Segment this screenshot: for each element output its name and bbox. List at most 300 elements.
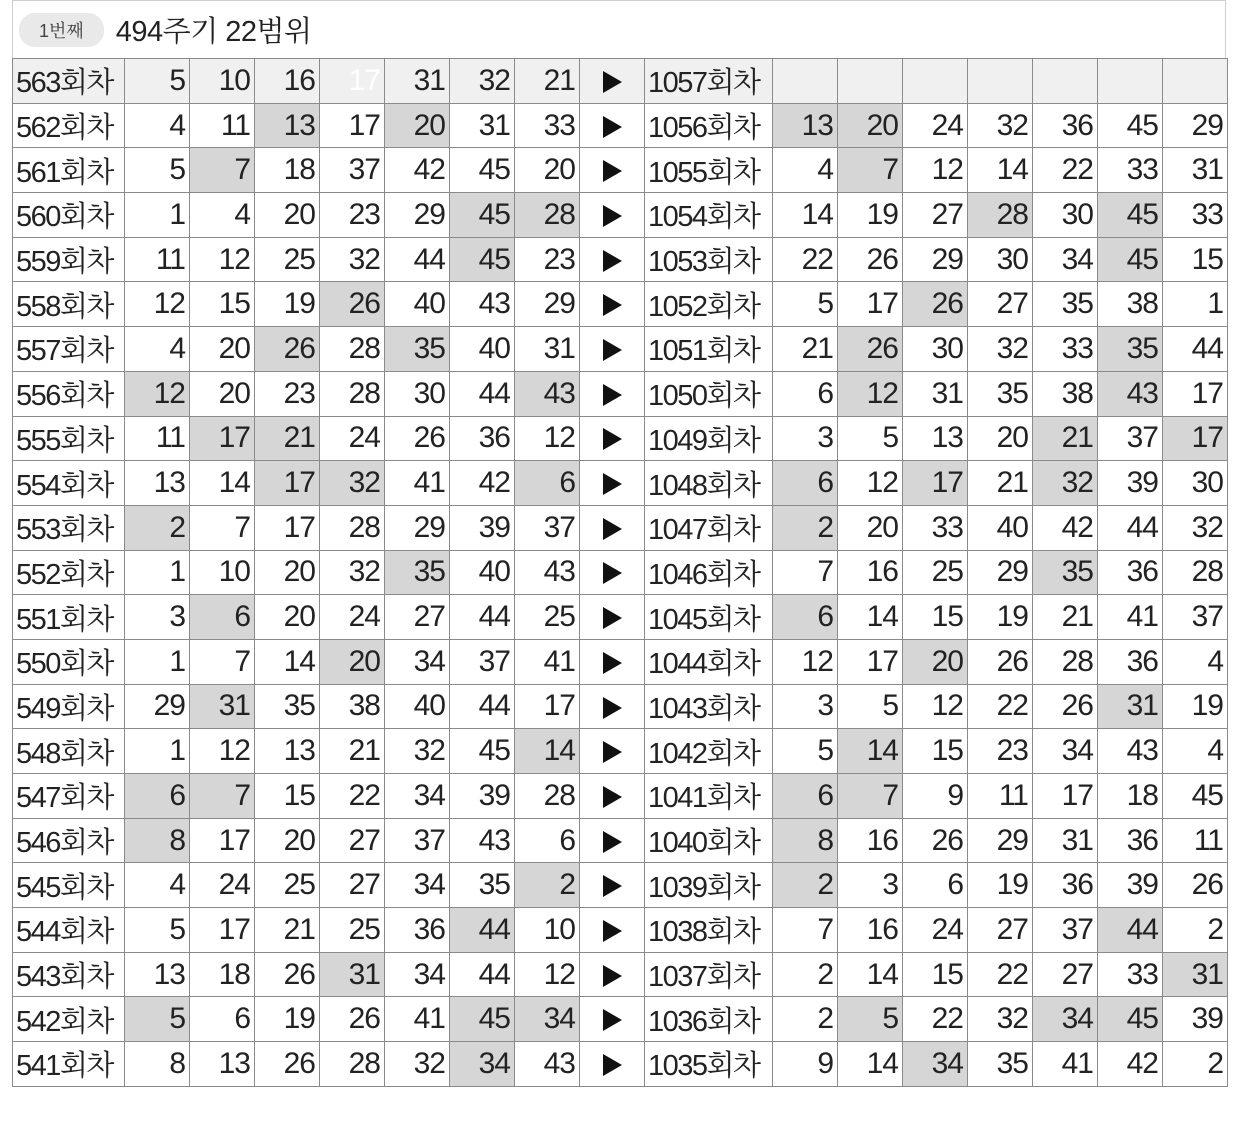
left-number-cell: 28 bbox=[320, 371, 385, 416]
left-number-cell: 34 bbox=[385, 639, 450, 684]
left-number-cell: 12 bbox=[515, 416, 580, 461]
left-number-cell: 5 bbox=[125, 997, 190, 1042]
right-number-cell: 36 bbox=[1098, 818, 1163, 863]
right-number-cell: 2 bbox=[1163, 908, 1228, 953]
right-number-cell: 39 bbox=[1163, 997, 1228, 1042]
table-row bbox=[13, 639, 1228, 684]
right-number-cell: 45 bbox=[1098, 103, 1163, 148]
left-number-cell: 37 bbox=[385, 818, 450, 863]
right-number-cell: 44 bbox=[1098, 908, 1163, 953]
right-number-cell: 31 bbox=[1163, 148, 1228, 193]
left-number-cell: 6 bbox=[515, 461, 580, 506]
arrow-cell bbox=[580, 997, 645, 1042]
arrow-cell bbox=[580, 595, 645, 640]
left-number-cell: 23 bbox=[255, 371, 320, 416]
left-number-cell: 40 bbox=[385, 282, 450, 327]
right-number-cell: 17 bbox=[1163, 371, 1228, 416]
right-number-cell: 11 bbox=[1163, 818, 1228, 863]
left-number-cell: 6 bbox=[190, 595, 255, 640]
play-arrow-icon bbox=[603, 294, 622, 316]
play-arrow-icon bbox=[603, 473, 622, 495]
left-number-cell: 1 bbox=[125, 639, 190, 684]
arrow-cell bbox=[580, 193, 645, 238]
right-number-cell: 5 bbox=[838, 684, 903, 729]
right-number-cell: 20 bbox=[968, 416, 1033, 461]
right-number-cell: 34 bbox=[903, 1042, 968, 1087]
right-number-cell: 5 bbox=[773, 729, 838, 774]
right-number-cell: 27 bbox=[968, 908, 1033, 953]
right-number-cell bbox=[903, 59, 968, 104]
right-number-cell: 12 bbox=[838, 371, 903, 416]
left-number-cell: 37 bbox=[320, 148, 385, 193]
play-arrow-icon bbox=[603, 205, 622, 227]
right-number-cell: 45 bbox=[1098, 997, 1163, 1042]
left-number-cell: 45 bbox=[450, 148, 515, 193]
right-number-cell: 8 bbox=[773, 818, 838, 863]
right-round-label: 1045회차 bbox=[645, 595, 773, 640]
left-number-cell: 17 bbox=[320, 103, 385, 148]
right-number-cell: 21 bbox=[773, 327, 838, 372]
right-number-cell: 7 bbox=[838, 148, 903, 193]
left-number-cell: 7 bbox=[190, 148, 255, 193]
left-number-cell: 16 bbox=[255, 59, 320, 104]
right-number-cell: 33 bbox=[1163, 193, 1228, 238]
play-arrow-icon bbox=[603, 652, 622, 674]
left-number-cell: 36 bbox=[385, 908, 450, 953]
arrow-cell bbox=[580, 327, 645, 372]
right-number-cell: 32 bbox=[1033, 461, 1098, 506]
round-badge[interactable]: 1번째 bbox=[19, 13, 104, 47]
play-arrow-icon bbox=[603, 562, 622, 584]
right-number-cell: 35 bbox=[1033, 550, 1098, 595]
right-number-cell: 12 bbox=[773, 639, 838, 684]
left-round-label: 548회차 bbox=[13, 729, 125, 774]
right-number-cell: 44 bbox=[1098, 505, 1163, 550]
table-row bbox=[13, 327, 1228, 372]
left-number-cell: 34 bbox=[450, 1042, 515, 1087]
right-number-cell: 29 bbox=[968, 818, 1033, 863]
left-number-cell: 25 bbox=[320, 908, 385, 953]
right-number-cell: 22 bbox=[1033, 148, 1098, 193]
left-round-label: 552회차 bbox=[13, 550, 125, 595]
right-number-cell: 32 bbox=[968, 997, 1033, 1042]
left-number-cell: 15 bbox=[190, 282, 255, 327]
arrow-cell bbox=[580, 774, 645, 819]
right-number-cell: 19 bbox=[1163, 684, 1228, 729]
left-round-label: 554회차 bbox=[13, 461, 125, 506]
right-round-label: 1047회차 bbox=[645, 505, 773, 550]
left-number-cell: 7 bbox=[190, 639, 255, 684]
play-arrow-icon bbox=[603, 875, 622, 897]
arrow-cell bbox=[580, 684, 645, 729]
left-number-cell: 43 bbox=[515, 550, 580, 595]
right-number-cell: 16 bbox=[838, 818, 903, 863]
right-round-label: 1043회차 bbox=[645, 684, 773, 729]
left-number-cell: 10 bbox=[190, 550, 255, 595]
left-number-cell: 42 bbox=[450, 461, 515, 506]
arrow-cell bbox=[580, 461, 645, 506]
right-number-cell: 30 bbox=[1163, 461, 1228, 506]
play-arrow-icon bbox=[603, 920, 622, 942]
play-arrow-icon bbox=[603, 339, 622, 361]
arrow-cell bbox=[580, 639, 645, 684]
left-number-cell: 8 bbox=[125, 818, 190, 863]
right-number-cell: 45 bbox=[1098, 237, 1163, 282]
right-round-label: 1037회차 bbox=[645, 952, 773, 997]
left-number-cell: 44 bbox=[385, 237, 450, 282]
right-number-cell: 30 bbox=[903, 327, 968, 372]
right-number-cell bbox=[968, 59, 1033, 104]
table-row bbox=[13, 818, 1228, 863]
left-number-cell: 13 bbox=[255, 729, 320, 774]
left-number-cell: 20 bbox=[255, 193, 320, 238]
left-number-cell: 29 bbox=[125, 684, 190, 729]
left-number-cell: 33 bbox=[515, 103, 580, 148]
play-arrow-icon bbox=[603, 384, 622, 406]
right-number-cell: 4 bbox=[1163, 729, 1228, 774]
right-number-cell: 27 bbox=[903, 193, 968, 238]
right-number-cell: 6 bbox=[773, 595, 838, 640]
right-number-cell: 3 bbox=[838, 863, 903, 908]
left-number-cell: 18 bbox=[190, 952, 255, 997]
table-row bbox=[13, 282, 1228, 327]
right-number-cell: 17 bbox=[1033, 774, 1098, 819]
right-number-cell: 42 bbox=[1033, 505, 1098, 550]
right-number-cell: 14 bbox=[838, 729, 903, 774]
right-number-cell: 41 bbox=[1098, 595, 1163, 640]
left-number-cell: 13 bbox=[125, 461, 190, 506]
left-number-cell: 13 bbox=[125, 952, 190, 997]
left-round-label: 561회차 bbox=[13, 148, 125, 193]
left-number-cell: 37 bbox=[450, 639, 515, 684]
right-round-label: 1051회차 bbox=[645, 327, 773, 372]
right-number-cell: 28 bbox=[1163, 550, 1228, 595]
right-number-cell: 25 bbox=[903, 550, 968, 595]
arrow-cell bbox=[580, 237, 645, 282]
left-number-cell: 12 bbox=[125, 371, 190, 416]
play-arrow-icon bbox=[603, 831, 622, 853]
left-number-cell: 17 bbox=[190, 908, 255, 953]
right-number-cell: 31 bbox=[1098, 684, 1163, 729]
right-number-cell: 12 bbox=[838, 461, 903, 506]
right-number-cell: 15 bbox=[903, 595, 968, 640]
play-arrow-icon bbox=[603, 518, 622, 540]
left-number-cell: 25 bbox=[515, 595, 580, 640]
right-number-cell: 13 bbox=[903, 416, 968, 461]
right-number-cell: 34 bbox=[1033, 237, 1098, 282]
left-number-cell: 20 bbox=[255, 595, 320, 640]
right-number-cell: 33 bbox=[1098, 952, 1163, 997]
right-number-cell: 21 bbox=[1033, 595, 1098, 640]
right-number-cell: 32 bbox=[968, 327, 1033, 372]
right-number-cell: 6 bbox=[773, 774, 838, 819]
left-number-cell: 21 bbox=[320, 729, 385, 774]
left-number-cell: 15 bbox=[255, 774, 320, 819]
left-number-cell: 45 bbox=[450, 997, 515, 1042]
right-number-cell: 40 bbox=[968, 505, 1033, 550]
left-number-cell: 14 bbox=[190, 461, 255, 506]
right-number-cell: 36 bbox=[1033, 103, 1098, 148]
left-number-cell: 20 bbox=[255, 818, 320, 863]
left-number-cell: 5 bbox=[125, 908, 190, 953]
right-number-cell: 6 bbox=[903, 863, 968, 908]
play-arrow-icon bbox=[603, 607, 622, 629]
right-round-label: 1044회차 bbox=[645, 639, 773, 684]
right-number-cell bbox=[838, 59, 903, 104]
left-number-cell: 23 bbox=[515, 237, 580, 282]
play-arrow-icon bbox=[603, 1009, 622, 1031]
play-arrow-icon bbox=[603, 697, 622, 719]
right-number-cell: 33 bbox=[903, 505, 968, 550]
left-round-label: 562회차 bbox=[13, 103, 125, 148]
right-number-cell: 45 bbox=[1163, 774, 1228, 819]
left-number-cell: 34 bbox=[515, 997, 580, 1042]
right-number-cell: 2 bbox=[1163, 1042, 1228, 1087]
right-number-cell: 17 bbox=[903, 461, 968, 506]
left-number-cell: 31 bbox=[450, 103, 515, 148]
right-round-label: 1052회차 bbox=[645, 282, 773, 327]
right-number-cell: 19 bbox=[968, 863, 1033, 908]
right-number-cell: 17 bbox=[838, 282, 903, 327]
left-round-label: 563회차 bbox=[13, 59, 125, 104]
left-number-cell: 8 bbox=[125, 1042, 190, 1087]
right-number-cell: 21 bbox=[1033, 416, 1098, 461]
right-number-cell: 28 bbox=[968, 193, 1033, 238]
left-number-cell: 44 bbox=[450, 684, 515, 729]
right-number-cell: 26 bbox=[838, 237, 903, 282]
right-number-cell: 22 bbox=[903, 997, 968, 1042]
play-arrow-icon bbox=[603, 965, 622, 987]
left-number-cell: 11 bbox=[190, 103, 255, 148]
left-number-cell: 20 bbox=[255, 550, 320, 595]
left-number-cell: 31 bbox=[320, 952, 385, 997]
right-number-cell: 19 bbox=[838, 193, 903, 238]
left-number-cell: 31 bbox=[190, 684, 255, 729]
right-round-label: 1054회차 bbox=[645, 193, 773, 238]
right-number-cell: 28 bbox=[1033, 639, 1098, 684]
arrow-cell bbox=[580, 416, 645, 461]
left-number-cell: 20 bbox=[385, 103, 450, 148]
left-round-label: 541회차 bbox=[13, 1042, 125, 1087]
left-number-cell: 24 bbox=[320, 595, 385, 640]
right-number-cell: 14 bbox=[838, 1042, 903, 1087]
left-number-cell: 32 bbox=[320, 550, 385, 595]
right-number-cell: 35 bbox=[1098, 327, 1163, 372]
left-number-cell: 12 bbox=[125, 282, 190, 327]
right-number-cell: 9 bbox=[903, 774, 968, 819]
left-number-cell: 38 bbox=[320, 684, 385, 729]
table-row bbox=[13, 505, 1228, 550]
left-number-cell: 14 bbox=[255, 639, 320, 684]
left-number-cell: 28 bbox=[515, 193, 580, 238]
right-number-cell: 2 bbox=[773, 863, 838, 908]
right-number-cell: 21 bbox=[968, 461, 1033, 506]
right-number-cell: 4 bbox=[1163, 639, 1228, 684]
right-number-cell: 31 bbox=[1163, 952, 1228, 997]
left-number-cell: 11 bbox=[125, 237, 190, 282]
left-round-label: 551회차 bbox=[13, 595, 125, 640]
left-number-cell: 10 bbox=[515, 908, 580, 953]
left-number-cell: 35 bbox=[450, 863, 515, 908]
right-round-label: 1041회차 bbox=[645, 774, 773, 819]
left-number-cell: 37 bbox=[515, 505, 580, 550]
left-number-cell: 42 bbox=[385, 148, 450, 193]
left-round-label: 550회차 bbox=[13, 639, 125, 684]
left-number-cell: 5 bbox=[125, 148, 190, 193]
left-number-cell: 23 bbox=[320, 193, 385, 238]
right-number-cell: 16 bbox=[838, 550, 903, 595]
right-number-cell: 37 bbox=[1098, 416, 1163, 461]
right-number-cell: 35 bbox=[968, 371, 1033, 416]
right-number-cell: 12 bbox=[903, 148, 968, 193]
table-row bbox=[13, 59, 1228, 104]
left-number-cell: 21 bbox=[515, 59, 580, 104]
left-number-cell: 10 bbox=[190, 59, 255, 104]
left-number-cell: 13 bbox=[190, 1042, 255, 1087]
right-number-cell: 34 bbox=[1033, 729, 1098, 774]
right-number-cell: 33 bbox=[1033, 327, 1098, 372]
left-number-cell: 19 bbox=[255, 282, 320, 327]
left-number-cell: 28 bbox=[515, 774, 580, 819]
right-round-label: 1049회차 bbox=[645, 416, 773, 461]
left-number-cell: 36 bbox=[450, 416, 515, 461]
left-number-cell: 43 bbox=[450, 282, 515, 327]
right-number-cell: 20 bbox=[903, 639, 968, 684]
right-number-cell: 5 bbox=[838, 416, 903, 461]
right-number-cell: 38 bbox=[1098, 282, 1163, 327]
left-number-cell: 34 bbox=[385, 863, 450, 908]
right-number-cell: 37 bbox=[1163, 595, 1228, 640]
left-round-label: 560회차 bbox=[13, 193, 125, 238]
right-number-cell: 9 bbox=[773, 1042, 838, 1087]
right-number-cell: 27 bbox=[968, 282, 1033, 327]
right-number-cell: 3 bbox=[773, 684, 838, 729]
left-round-label: 559회차 bbox=[13, 237, 125, 282]
right-number-cell: 15 bbox=[903, 729, 968, 774]
left-round-label: 546회차 bbox=[13, 818, 125, 863]
right-number-cell: 13 bbox=[773, 103, 838, 148]
left-number-cell: 40 bbox=[385, 684, 450, 729]
left-number-cell: 30 bbox=[385, 371, 450, 416]
left-number-cell: 31 bbox=[385, 59, 450, 104]
right-number-cell: 14 bbox=[838, 952, 903, 997]
right-round-label: 1048회차 bbox=[645, 461, 773, 506]
right-round-label: 1039회차 bbox=[645, 863, 773, 908]
table-row bbox=[13, 997, 1228, 1042]
right-number-cell: 5 bbox=[773, 282, 838, 327]
left-number-cell: 4 bbox=[125, 327, 190, 372]
right-number-cell bbox=[1163, 59, 1228, 104]
right-number-cell: 22 bbox=[773, 237, 838, 282]
header-bar bbox=[12, 0, 1226, 58]
left-number-cell: 26 bbox=[255, 1042, 320, 1087]
left-number-cell: 24 bbox=[320, 416, 385, 461]
page-title: 494주기 22범위 bbox=[115, 16, 312, 48]
right-number-cell: 26 bbox=[968, 639, 1033, 684]
left-number-cell: 4 bbox=[125, 103, 190, 148]
left-number-cell: 4 bbox=[125, 863, 190, 908]
right-number-cell: 41 bbox=[1033, 1042, 1098, 1087]
left-number-cell: 21 bbox=[255, 908, 320, 953]
right-number-cell bbox=[1098, 59, 1163, 104]
left-round-label: 545회차 bbox=[13, 863, 125, 908]
right-number-cell: 36 bbox=[1033, 863, 1098, 908]
arrow-cell bbox=[580, 148, 645, 193]
left-round-label: 553회차 bbox=[13, 505, 125, 550]
left-number-cell: 2 bbox=[515, 863, 580, 908]
right-round-label: 1057회차 bbox=[645, 59, 773, 104]
right-number-cell: 32 bbox=[968, 103, 1033, 148]
left-round-label: 549회차 bbox=[13, 684, 125, 729]
play-arrow-icon bbox=[603, 1054, 622, 1076]
play-arrow-icon bbox=[603, 428, 622, 450]
right-number-cell: 11 bbox=[968, 774, 1033, 819]
left-number-cell: 12 bbox=[190, 729, 255, 774]
left-round-label: 556회차 bbox=[13, 371, 125, 416]
arrow-cell bbox=[580, 1042, 645, 1087]
table-row bbox=[13, 461, 1228, 506]
right-number-cell: 26 bbox=[1163, 863, 1228, 908]
right-number-cell: 18 bbox=[1098, 774, 1163, 819]
arrow-cell bbox=[580, 952, 645, 997]
left-number-cell: 13 bbox=[255, 103, 320, 148]
left-number-cell: 21 bbox=[255, 416, 320, 461]
right-number-cell bbox=[773, 59, 838, 104]
play-arrow-icon bbox=[603, 71, 622, 93]
right-number-cell: 26 bbox=[903, 282, 968, 327]
left-number-cell: 6 bbox=[190, 997, 255, 1042]
left-number-cell: 26 bbox=[255, 952, 320, 997]
left-number-cell: 28 bbox=[320, 1042, 385, 1087]
left-number-cell: 3 bbox=[125, 595, 190, 640]
right-number-cell: 24 bbox=[903, 103, 968, 148]
left-round-label: 558회차 bbox=[13, 282, 125, 327]
right-number-cell: 19 bbox=[968, 595, 1033, 640]
right-round-label: 1055회차 bbox=[645, 148, 773, 193]
left-number-cell: 5 bbox=[125, 59, 190, 104]
right-number-cell: 26 bbox=[903, 818, 968, 863]
right-number-cell: 37 bbox=[1033, 908, 1098, 953]
table-row bbox=[13, 416, 1228, 461]
arrow-cell bbox=[580, 505, 645, 550]
right-number-cell: 2 bbox=[773, 997, 838, 1042]
table-row bbox=[13, 863, 1228, 908]
left-number-cell: 41 bbox=[515, 639, 580, 684]
right-round-label: 1035회차 bbox=[645, 1042, 773, 1087]
right-number-cell: 6 bbox=[773, 461, 838, 506]
right-number-cell: 32 bbox=[1163, 505, 1228, 550]
right-number-cell: 43 bbox=[1098, 371, 1163, 416]
left-number-cell: 26 bbox=[320, 997, 385, 1042]
table-row bbox=[13, 103, 1228, 148]
right-number-cell: 30 bbox=[968, 237, 1033, 282]
right-number-cell: 24 bbox=[903, 908, 968, 953]
left-number-cell: 24 bbox=[190, 863, 255, 908]
left-number-cell: 22 bbox=[320, 774, 385, 819]
left-number-cell: 12 bbox=[190, 237, 255, 282]
right-round-label: 1036회차 bbox=[645, 997, 773, 1042]
right-number-cell: 14 bbox=[968, 148, 1033, 193]
right-round-label: 1046회차 bbox=[645, 550, 773, 595]
left-number-cell: 1 bbox=[125, 193, 190, 238]
right-round-label: 1056회차 bbox=[645, 103, 773, 148]
left-number-cell: 43 bbox=[515, 371, 580, 416]
arrow-cell bbox=[580, 550, 645, 595]
arrow-cell bbox=[580, 282, 645, 327]
table-row bbox=[13, 595, 1228, 640]
right-number-cell: 14 bbox=[773, 193, 838, 238]
left-number-cell: 14 bbox=[515, 729, 580, 774]
